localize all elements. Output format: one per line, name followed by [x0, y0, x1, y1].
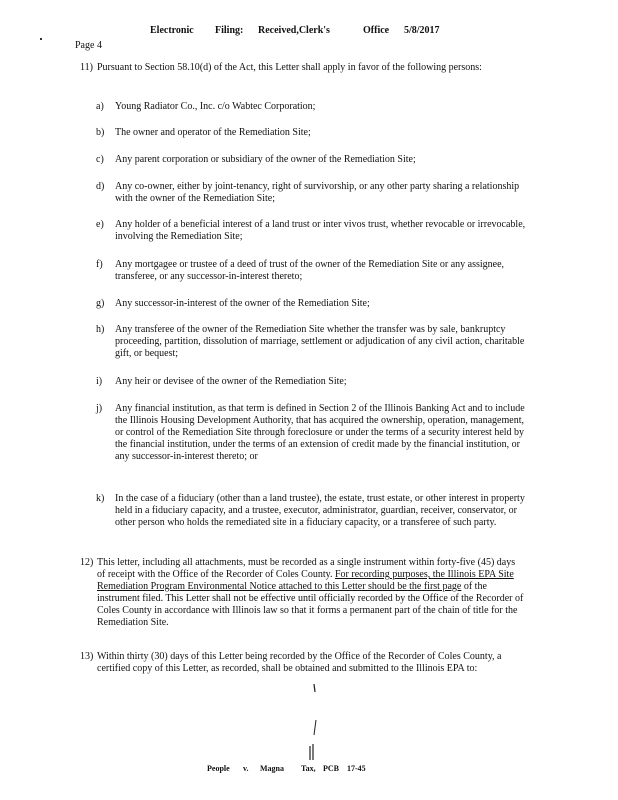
list-item — [96, 219, 526, 243]
footer-pcb: PCB — [323, 764, 339, 773]
item-text: Any co-owner, either by joint-tenancy, right of survivorship, or any other party sharing a relationship with the owner of the Remediation Site; — [115, 181, 520, 204]
scan-speck — [40, 38, 42, 40]
item-text: Any financial institution, as that term is defined in Section 2 of the Illinois Banking Act and to include the Illinois Housing Development Authority, that has acquired the ownership, operation, management, or control of the Remediation Site through foreclosure or under the terms of a security interest held by the financial institution, under the terms of an extension of credit made by the financial institution, or any successor-in-interest thereto; or — [115, 403, 525, 462]
list-item — [96, 154, 526, 166]
list-item — [96, 376, 526, 388]
list-item — [96, 403, 526, 463]
item-text: The owner and operator of the Remediation Site; — [115, 127, 311, 138]
page-label: Page 4 — [75, 40, 102, 51]
footer-tax: Tax, — [301, 764, 316, 773]
item-letter: e) — [96, 219, 104, 230]
section-11 — [80, 62, 525, 74]
list-item — [96, 259, 526, 283]
header-electronic: Electronic — [150, 25, 194, 36]
item-text: Any transferee of the owner of the Remediation Site whether the transfer was by sale, bankruptcy proceeding, partition, dissolution of marriage, settlement or adjudication of any civil action, charitable gift, or bequest; — [115, 324, 525, 359]
item-letter: b) — [96, 127, 105, 138]
section-12-text-b: of the instrument filed. This Letter shall not be effective until officially recorded by the Office of the Recorder of Coles County in accordance with Illinois law so that it forms a permanent part of the chain of title for the Remediation Site. — [97, 581, 524, 628]
item-letter: j) — [96, 403, 103, 414]
item-letter: d) — [96, 181, 105, 192]
item-text: Any heir or devisee of the owner of the Remediation Site; — [115, 376, 347, 387]
footer-magna: Magna — [260, 764, 284, 773]
item-letter: f) — [96, 259, 103, 270]
section-11-number: 11) — [80, 62, 93, 73]
list-item — [96, 493, 526, 529]
item-text: Young Radiator Co., Inc. c/o Wabtec Corporation; — [115, 101, 316, 112]
item-text: Any mortgagee or trustee of a deed of trust of the owner of the Remediation Site or any assignee, transferee, or any successor-in-interest thereto; — [115, 259, 505, 282]
section-12-number: 12) — [80, 557, 94, 568]
header-date: 5/8/2017 — [404, 25, 440, 36]
item-letter: a) — [96, 101, 104, 112]
list-item — [96, 324, 526, 360]
list-item — [96, 101, 526, 113]
item-letter: h) — [96, 324, 105, 335]
item-letter: c) — [96, 154, 104, 165]
item-text: Any parent corporation or subsidiary of the owner of the Remediation Site; — [115, 154, 416, 165]
footer-people: People — [207, 764, 230, 773]
list-item — [96, 181, 526, 205]
section-13 — [80, 651, 525, 675]
footer-v: v. — [243, 764, 249, 773]
section-11-text: Pursuant to Section 58.10(d) of the Act, this Letter shall apply in favor of the following persons: — [97, 62, 482, 73]
item-text: Any holder of a beneficial interest of a land trust or inter vivos trust, whether revocable or irrevocable, involving the Remediation Site; — [115, 219, 526, 242]
section-13-text: Within thirty (30) days of this Letter being recorded by the Office of the Recorder of Coles County, a certified copy of this Letter, as recorded, shall be obtained and submitted to the Illinois EPA to: — [97, 651, 502, 674]
header-office: Office — [363, 25, 390, 36]
item-letter: g) — [96, 298, 105, 309]
header-filing: Filing: — [215, 25, 244, 36]
list-item — [96, 127, 526, 139]
item-text: In the case of a fiduciary (other than a land trustee), the estate, trust estate, or other interest in property held in a fiduciary capacity, and a trustee, executor, administrator, guardian, receiver, conservator, or other person who holds the remediated site in a fiduciary capacity, or a transferee of such party. — [115, 493, 525, 528]
item-letter: i) — [96, 376, 103, 387]
case-footer — [0, 764, 618, 778]
section-12-text — [80, 557, 525, 629]
scan-marks — [300, 680, 330, 770]
section-13-number: 13) — [80, 651, 94, 662]
section-12-recording-note: For recording purposes, the Illinois EPA Site Remediation Program Environmental Notice attached to this Letter should be the first page — [97, 569, 514, 592]
item-text: Any successor-in-interest of the owner of the Remediation Site; — [115, 298, 370, 309]
filing-header — [0, 25, 618, 39]
item-letter: k) — [96, 493, 105, 504]
section-12 — [80, 557, 525, 629]
list-item — [96, 298, 526, 310]
header-received: Received,Clerk's — [258, 25, 330, 36]
footer-case-number: 17-45 — [347, 764, 366, 773]
section-12-text-a: This letter, including all attachments, must be recorded as a single instrument within forty-five (45) days of receipt with the Office of the Recorder of Coles County. — [97, 557, 516, 580]
